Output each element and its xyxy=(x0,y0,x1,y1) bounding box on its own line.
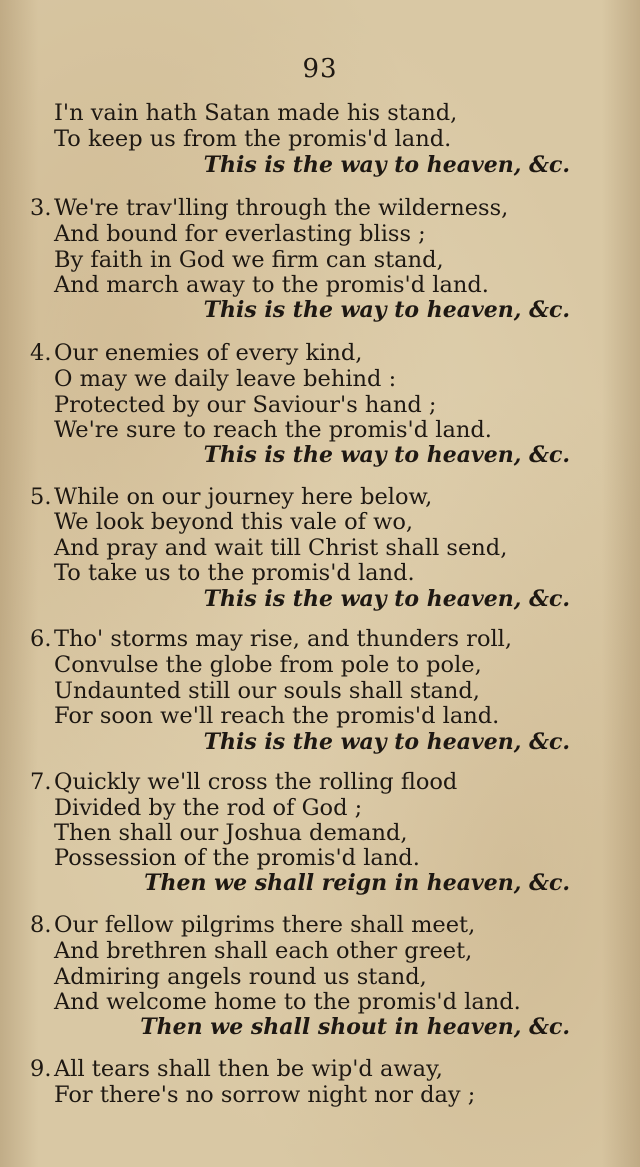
verse-number: 5. xyxy=(30,484,52,510)
verse-number: 8. xyxy=(30,912,52,938)
hymn-line: By faith in God we firm can stand, xyxy=(54,247,444,273)
hymn-line-text: Our fellow pilgrims there shall meet, xyxy=(54,912,476,938)
hymn-line-text: While on our journey here below, xyxy=(54,484,433,510)
refrain-line: This is the way to heaven, &c. xyxy=(203,442,570,468)
hymn-line: And pray and wait till Christ shall send, xyxy=(54,535,508,561)
refrain-line: This is the way to heaven, &c. xyxy=(203,586,570,612)
verse-number: 7. xyxy=(30,769,52,795)
verse-number: 3. xyxy=(30,195,52,221)
hymn-line: We look beyond this vale of wo, xyxy=(54,509,414,535)
hymn-line: O may we daily leave behind : xyxy=(54,366,397,392)
refrain-line: This is the way to heaven, &c. xyxy=(203,729,570,755)
hymn-line: To take us to the promis'd land. xyxy=(54,560,415,586)
hymn-line xyxy=(30,484,432,510)
hymn-line xyxy=(30,912,475,938)
hymn-line: Then shall our Joshua demand, xyxy=(54,820,408,846)
refrain-line: This is the way to heaven, &c. xyxy=(203,152,570,178)
verse-number: 9. xyxy=(30,1056,52,1082)
hymn-line: And brethren shall each other greet, xyxy=(54,938,473,964)
hymn-line xyxy=(30,769,457,795)
hymn-line: Undaunted still our souls shall stand, xyxy=(54,678,480,704)
hymn-line: For soon we'll reach the promis'd land. xyxy=(54,703,500,729)
verse-number: 4. xyxy=(30,340,52,366)
hymn-line xyxy=(30,626,512,652)
hymn-line: To keep us from the promis'd land. xyxy=(54,126,452,152)
hymn-line: I'n vain hath Satan made his stand, xyxy=(54,100,458,126)
hymn-line-text: We're trav'lling through the wilderness, xyxy=(54,195,509,221)
hymn-line: And bound for everlasting bliss ; xyxy=(54,221,426,247)
hymn-line: And march away to the promis'd land. xyxy=(54,272,489,298)
hymn-line: And welcome home to the promis'd land. xyxy=(54,989,521,1015)
hymn-line: We're sure to reach the promis'd land. xyxy=(54,417,492,443)
refrain-line: Then we shall reign in heaven, &c. xyxy=(144,870,570,896)
hymn-line: Convulse the globe from pole to pole, xyxy=(54,652,482,678)
hymn-line xyxy=(30,340,362,366)
hymn-line: Divided by the rod of God ; xyxy=(54,795,363,821)
hymn-line-text: Quickly we'll cross the rolling flood xyxy=(54,769,458,795)
hymn-line-text: Tho' storms may rise, and thunders roll, xyxy=(54,626,513,652)
hymn-line: Admiring angels round us stand, xyxy=(54,964,427,990)
refrain-line: Then we shall shout in heaven, &c. xyxy=(140,1014,570,1040)
hymn-line: Protected by our Saviour's hand ; xyxy=(54,392,437,418)
hymn-line-text: Our enemies of every kind, xyxy=(54,340,363,366)
hymn-line-text: All tears shall then be wip'd away, xyxy=(54,1056,443,1082)
verse-number: 6. xyxy=(30,626,52,652)
hymn-line xyxy=(30,1056,443,1082)
refrain-line: This is the way to heaven, &c. xyxy=(203,297,570,323)
page-number: 93 xyxy=(302,54,338,84)
hymn-line: Possession of the promis'd land. xyxy=(54,845,420,871)
hymn-line xyxy=(30,195,508,221)
hymn-line: For there's no sorrow night nor day ; xyxy=(54,1082,476,1108)
